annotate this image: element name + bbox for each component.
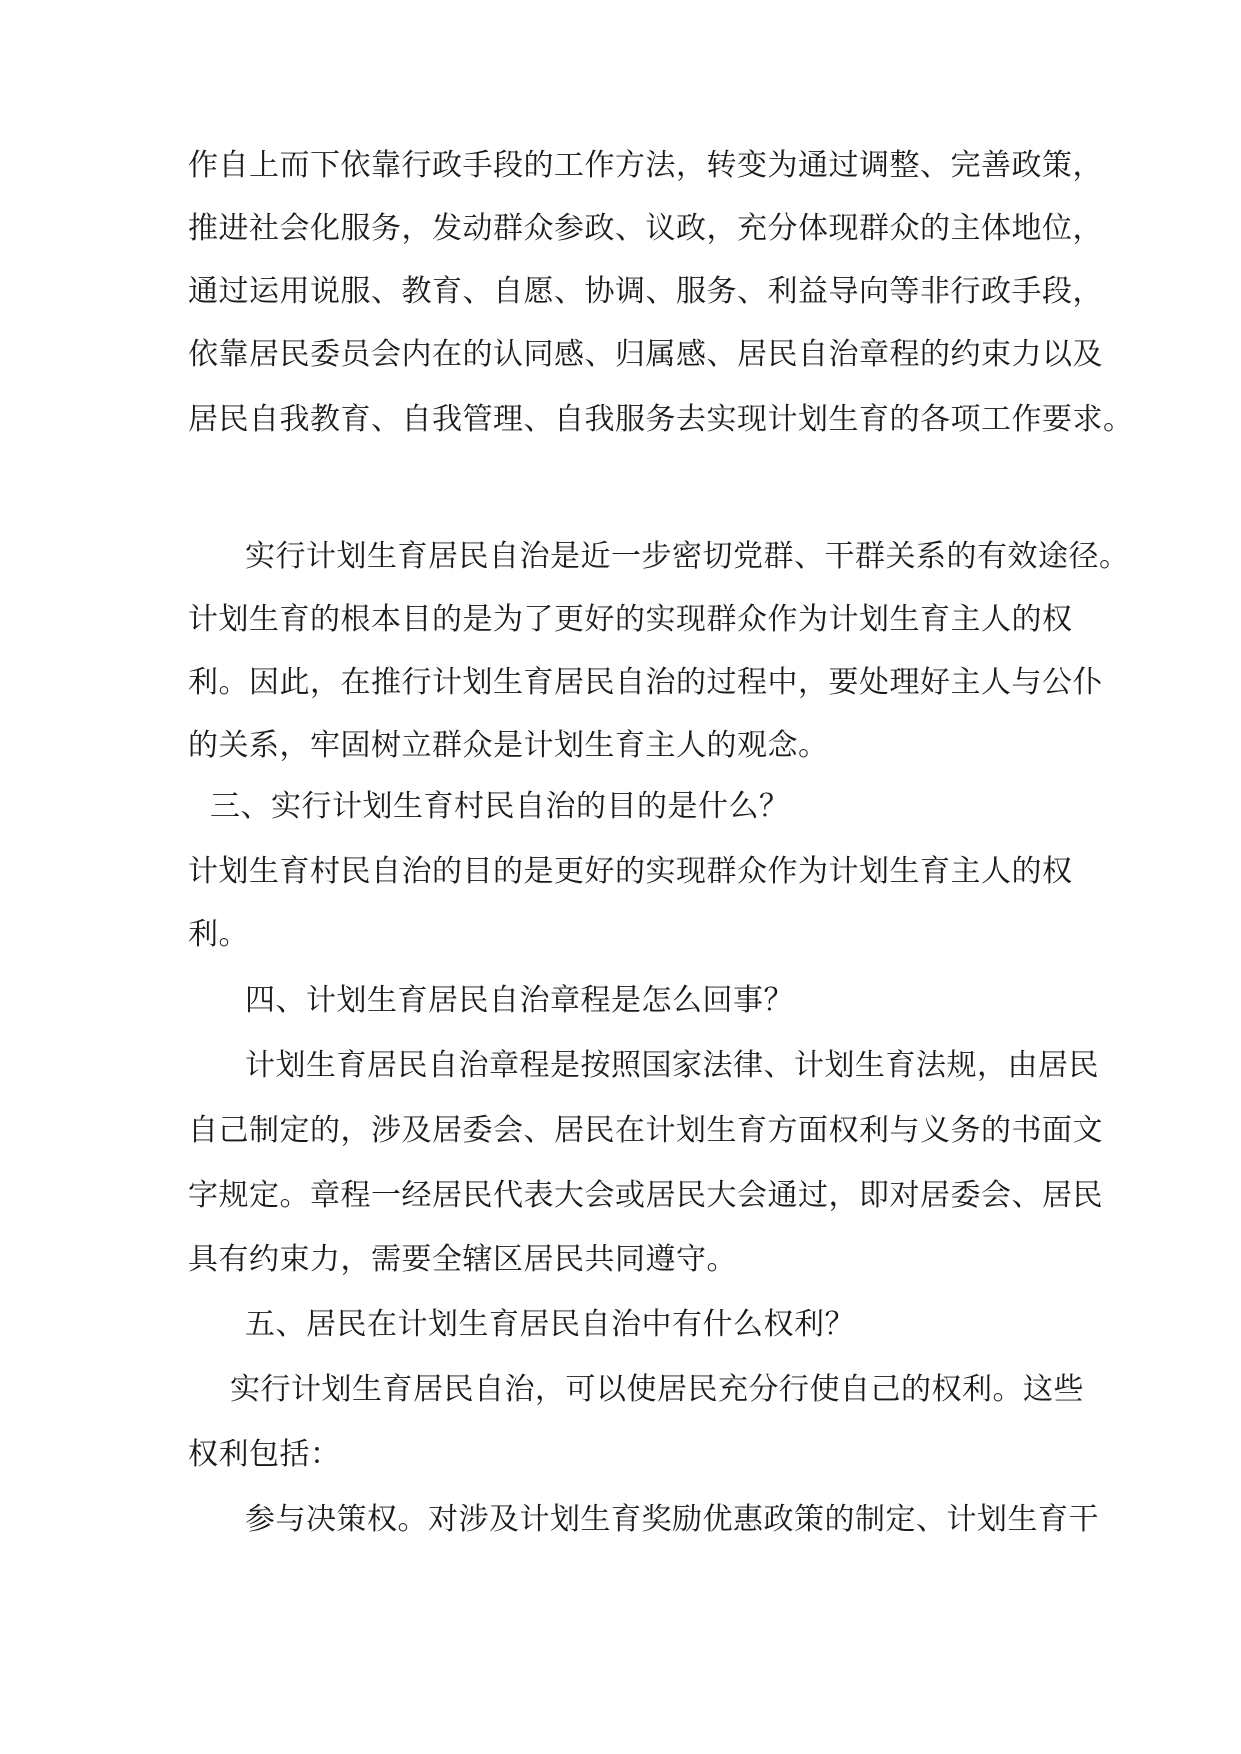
text-line: 利。	[188, 917, 249, 952]
text-line: 通过运用说服、教育、自愿、协调、服务、利益导向等非行政手段，	[188, 274, 1103, 309]
text-line: 的关系，牢固树立群众是计划生育主人的观念。	[188, 728, 829, 763]
text-line: 自己制定的，涉及居委会、居民在计划生育方面权利与义务的书面文	[188, 1113, 1103, 1148]
section-heading: 四、计划生育居民自治章程是怎么回事？	[245, 983, 794, 1018]
text-line: 作自上而下依靠行政手段的工作方法，转变为通过调整、完善政策，	[188, 148, 1103, 183]
text-line: 利。因此，在推行计划生育居民自治的过程中，要处理好主人与公仆	[188, 665, 1103, 700]
text-line: 实行计划生育居民自治，可以使居民充分行使自己的权利。这些	[230, 1372, 1084, 1407]
text-line: 居民自我教育、自我管理、自我服务去实现计划生育的各项工作要求。	[188, 402, 1134, 437]
text-line: 字规定。章程一经居民代表大会或居民大会通过，即对居委会、居民	[188, 1178, 1103, 1213]
text-line: 依靠居民委员会内在的认同感、归属感、居民自治章程的约束力以及	[188, 337, 1103, 372]
text-line: 实行计划生育居民自治是近一步密切党群、干群关系的有效途径。	[245, 539, 1130, 574]
text-line: 计划生育的根本目的是为了更好的实现群众作为计划生育主人的权	[188, 602, 1073, 637]
text-line: 计划生育村民自治的目的是更好的实现群众作为计划生育主人的权	[188, 854, 1073, 889]
text-line: 权利包括：	[188, 1437, 341, 1472]
section-heading: 三、实行计划生育村民自治的目的是什么？	[210, 789, 790, 824]
text-line: 推进社会化服务，发动群众参政、议政，充分体现群众的主体地位，	[188, 211, 1103, 246]
text-line: 计划生育居民自治章程是按照国家法律、计划生育法规，由居民	[245, 1048, 1099, 1083]
section-heading: 五、居民在计划生育居民自治中有什么权利？	[245, 1307, 855, 1342]
text-line: 具有约束力，需要全辖区居民共同遵守。	[188, 1242, 737, 1277]
text-line: 参与决策权。对涉及计划生育奖励优惠政策的制定、计划生育干	[245, 1502, 1099, 1537]
